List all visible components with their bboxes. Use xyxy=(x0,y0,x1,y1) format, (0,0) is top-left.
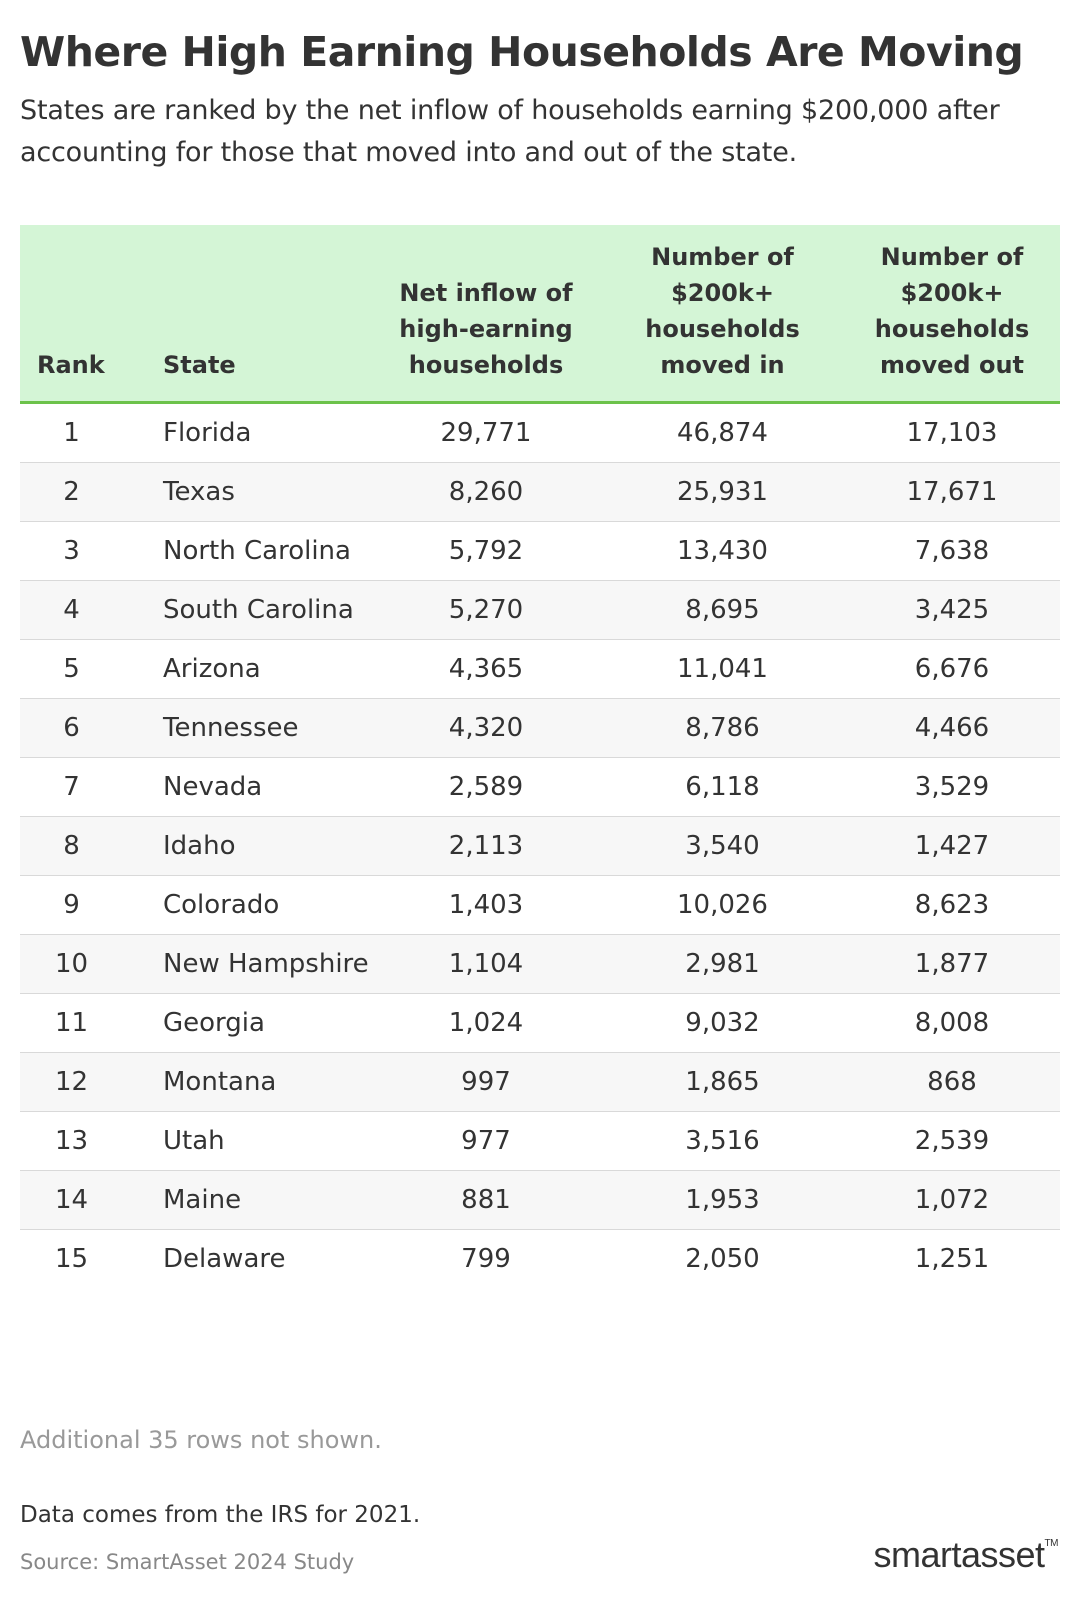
cell-moved-out: 3,529 xyxy=(844,758,1060,817)
cell-rank: 10 xyxy=(20,935,163,994)
cell-net-inflow: 2,589 xyxy=(371,758,601,817)
cell-moved-in: 6,118 xyxy=(601,758,844,817)
cell-rank: 1 xyxy=(20,403,163,463)
logo-trademark: TM xyxy=(1044,1538,1058,1549)
cell-net-inflow: 5,270 xyxy=(371,581,601,640)
page-title: Where High Earning Households Are Moving xyxy=(20,28,1024,76)
cell-state: North Carolina xyxy=(163,522,371,581)
smartasset-logo xyxy=(874,1534,1059,1576)
cell-rank: 7 xyxy=(20,758,163,817)
cell-moved-out: 8,008 xyxy=(844,994,1060,1053)
cell-moved-in: 3,540 xyxy=(601,817,844,876)
data-source-note: Data comes from the IRS for 2021. xyxy=(20,1502,421,1528)
column-header-net-inflow: Net inflow of high-earning households xyxy=(371,225,601,403)
cell-moved-in: 46,874 xyxy=(601,403,844,463)
cell-net-inflow: 1,104 xyxy=(371,935,601,994)
cell-moved-in: 2,050 xyxy=(685,1244,760,1274)
cell-moved-out: 1,877 xyxy=(844,935,1060,994)
table-row xyxy=(20,817,1060,876)
table-row xyxy=(20,581,1060,640)
table-body xyxy=(20,403,1060,1289)
cell-moved-out: 2,539 xyxy=(844,1112,1060,1171)
cell-rank: 11 xyxy=(20,994,163,1053)
table-row xyxy=(20,935,1060,994)
cell-state: New Hampshire xyxy=(163,935,371,994)
cell-net-inflow: 881 xyxy=(371,1171,601,1230)
table-header xyxy=(20,225,1060,403)
cell-moved-in: 8,695 xyxy=(601,581,844,640)
cell-moved-out: 17,671 xyxy=(844,463,1060,522)
cell-moved-in: 8,786 xyxy=(601,699,844,758)
table-row xyxy=(20,1053,1060,1112)
table-row xyxy=(20,758,1060,817)
table-row xyxy=(20,463,1060,522)
cell-rank: 4 xyxy=(20,581,163,640)
cell-moved-in: 1,865 xyxy=(601,1053,844,1112)
table-row xyxy=(20,994,1060,1053)
cell-rank: 3 xyxy=(20,522,163,581)
table-row xyxy=(20,403,1060,463)
cell-state: Georgia xyxy=(163,994,371,1053)
cell-state: Utah xyxy=(163,1112,371,1171)
cell-rank: 9 xyxy=(20,876,163,935)
cell-moved-out: 4,466 xyxy=(844,699,1060,758)
source-credit: Source: SmartAsset 2024 Study xyxy=(20,1550,355,1574)
cell-net-inflow: 997 xyxy=(371,1053,601,1112)
table-row xyxy=(20,522,1060,581)
table-row xyxy=(20,640,1060,699)
cell-state: Florida xyxy=(163,403,371,463)
table-row xyxy=(20,1112,1060,1171)
cell-net-inflow: 8,260 xyxy=(371,463,601,522)
column-header-moved-out: Number of $200k+ households moved out xyxy=(844,225,1060,403)
data-table xyxy=(20,225,1060,1288)
cell-moved-in: 3,516 xyxy=(601,1112,844,1171)
cell-state: Montana xyxy=(163,1053,371,1112)
cell-state: Colorado xyxy=(163,876,371,935)
table-row xyxy=(20,1171,1060,1230)
cell-net-inflow: 4,320 xyxy=(371,699,601,758)
cell-rank: 2 xyxy=(20,463,163,522)
cell-moved-out: 8,623 xyxy=(844,876,1060,935)
cell-net-inflow: 1,024 xyxy=(371,994,601,1053)
cell-moved-in: 9,032 xyxy=(601,994,844,1053)
column-header-state: State xyxy=(163,225,371,403)
cell-rank: 8 xyxy=(20,817,163,876)
page-subtitle: States are ranked by the net inflow of households earning $200,000 after accounting for those that moved into and out of the state. xyxy=(20,95,1000,168)
cell-state: Nevada xyxy=(163,758,371,817)
table-row xyxy=(20,876,1060,935)
cell-state: Maine xyxy=(163,1171,371,1230)
cell-net-inflow: 977 xyxy=(371,1112,601,1171)
cell-net-inflow: 5,792 xyxy=(371,522,601,581)
cell-moved-out: 17,103 xyxy=(844,403,1060,463)
cell-net-inflow: 4,365 xyxy=(371,640,601,699)
cell-moved-out: 3,425 xyxy=(844,581,1060,640)
column-header-rank: Rank xyxy=(20,225,163,403)
cell-moved-out: 868 xyxy=(844,1053,1060,1112)
cell-state: Tennessee xyxy=(163,699,371,758)
cell-state: Delaware xyxy=(163,1244,286,1274)
cell-moved-in: 13,430 xyxy=(601,522,844,581)
cell-rank: 13 xyxy=(20,1112,163,1171)
logo-wordmark: smartasset xyxy=(873,1534,1045,1575)
table-row xyxy=(20,1230,1060,1289)
cell-state: Texas xyxy=(163,463,371,522)
cell-rank: 12 xyxy=(20,1053,163,1112)
cell-net-inflow: 1,403 xyxy=(371,876,601,935)
cell-moved-in: 11,041 xyxy=(601,640,844,699)
header-row xyxy=(20,225,1060,403)
cell-moved-out: 6,676 xyxy=(844,640,1060,699)
cell-state: Idaho xyxy=(163,817,371,876)
cell-moved-in: 10,026 xyxy=(601,876,844,935)
table-row xyxy=(20,699,1060,758)
hidden-rows-note: Additional 35 rows not shown. xyxy=(20,1426,382,1454)
cell-net-inflow: 2,113 xyxy=(371,817,601,876)
cell-moved-in: 2,981 xyxy=(601,935,844,994)
cell-rank: 5 xyxy=(20,640,163,699)
cell-rank: 14 xyxy=(20,1171,163,1230)
cell-moved-in: 25,931 xyxy=(601,463,844,522)
cell-moved-out: 1,072 xyxy=(844,1171,1060,1230)
cell-rank: 15 xyxy=(54,1244,89,1274)
cell-rank: 6 xyxy=(20,699,163,758)
cell-net-inflow: 29,771 xyxy=(371,403,601,463)
cell-moved-out: 1,251 xyxy=(914,1244,990,1274)
cell-state: Arizona xyxy=(163,640,371,699)
cell-state: South Carolina xyxy=(163,581,371,640)
cell-moved-in: 1,953 xyxy=(601,1171,844,1230)
cell-moved-out: 7,638 xyxy=(844,522,1060,581)
cell-moved-out: 1,427 xyxy=(844,817,1060,876)
column-header-moved-in: Number of $200k+ households moved in xyxy=(601,225,844,403)
cell-net-inflow: 799 xyxy=(461,1244,511,1274)
